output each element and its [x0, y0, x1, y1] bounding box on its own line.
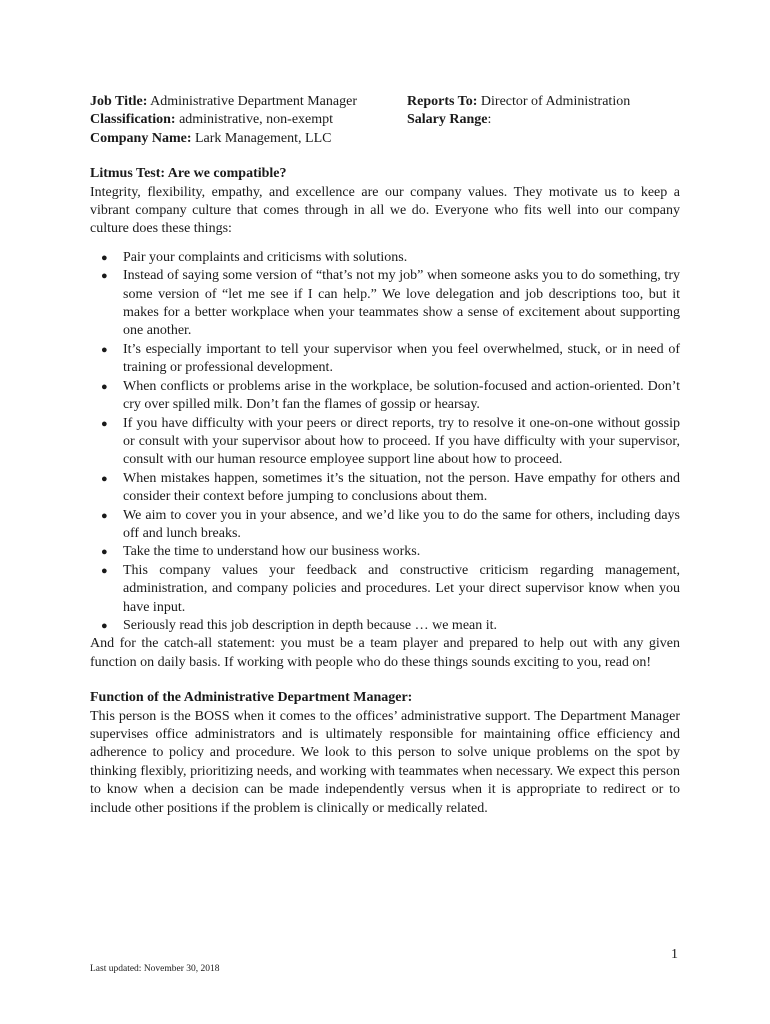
last-updated-footer: Last updated: November 30, 2018: [90, 964, 220, 974]
litmus-bullet-list: [90, 249, 680, 636]
bullet-text: If you have difficulty with your peers or direct reports, try to resolve it one-on-one without gossip or consult with your supervisor about how to proceed. If you have difficulty with your supervisor, consult with our human resource employee support line about how to proceed.: [123, 415, 680, 468]
bullet-dot-icon: ●: [101, 472, 108, 485]
header-row-2: [90, 111, 680, 129]
header-row-1: [90, 93, 680, 111]
header-row-3: [90, 130, 680, 148]
bullet-item: [90, 341, 680, 378]
litmus-section-title: Litmus Test: Are we compatible?: [90, 166, 287, 182]
bullet-text: Instead of saying some version of “that’s not my job” when someone asks you to do something, try some version of “let me see if I can help.” We love delegation and job descriptions too, but it makes for a better workplace when your teammates show a sense of excitement about supporting one another.: [123, 268, 680, 339]
reports-to-label: Reports To:: [407, 94, 478, 109]
bullet-dot-icon: ●: [101, 546, 108, 559]
bullet-text: This company values your feedback and constructive criticism regarding management, administration, and company policies and procedures. Let your direct supervisor know when you have input.: [123, 562, 680, 615]
bullet-item: [90, 415, 680, 470]
bullet-dot-icon: ●: [101, 343, 108, 356]
bullet-dot-icon: ●: [101, 509, 108, 522]
classification-label: Classification:: [90, 112, 176, 128]
bullet-item: [90, 507, 680, 544]
bullet-dot-icon: ●: [101, 619, 108, 632]
bullet-item: [90, 617, 680, 635]
page-number: 1: [671, 947, 678, 962]
job-title-label: Job Title:: [90, 94, 148, 109]
job-title-line: [90, 93, 407, 111]
bullet-text: Pair your complaints and criticisms with solutions.: [123, 249, 408, 265]
bullet-item: [90, 562, 680, 617]
company-name-value: Lark Management, LLC: [191, 130, 332, 146]
bullet-dot-icon: ●: [101, 417, 108, 430]
reports-to-line: [407, 93, 680, 111]
litmus-intro-paragraph: Integrity, flexibility, empathy, and excellence are our company values. They motivate us to keep a vibrant company culture that comes through in all we do. Everyone who fits well into our company culture does these things:: [90, 184, 680, 237]
bullet-text: Seriously read this job description in depth because … we mean it.: [123, 617, 498, 633]
classification-value: administrative, non-exempt: [175, 112, 334, 128]
bullet-item: [90, 378, 680, 415]
bullet-dot-icon: ●: [101, 380, 108, 393]
bullet-dot-icon: ●: [101, 251, 108, 264]
reports-to-value: Director of Administration: [477, 94, 631, 109]
bullet-text: We aim to cover you in your absence, and we’d like you to do the same for others, including days off and lunch breaks.: [123, 507, 680, 541]
function-paragraph: This person is the BOSS when it comes to the offices’ administrative support. The Department Manager supervises office administrators and is ultimately responsible for maintaining office efficiency and adherence to policy and procedure. We look to this person to solve unique problems on the spot by thinking flexibly, prioritizing needs, and working with teammates when necessary. We expect this person to know when a decision can be made independently versus when it is appropriate to redirect or to include other positions if the problem is clinically or medically related.: [90, 708, 680, 816]
bullet-text: When mistakes happen, sometimes it’s the situation, not the person. Have empathy for others and consider their context before jumping to conclusions about them.: [123, 470, 680, 505]
bullet-item: [90, 267, 680, 341]
bullet-dot-icon: ●: [101, 564, 108, 577]
bullet-text: Take the time to understand how our business works.: [123, 544, 421, 560]
document-page: [90, 93, 680, 818]
bullet-item: [90, 470, 680, 507]
bullet-text: It’s especially important to tell your supervisor when you feel overwhelmed, stuck, or in need of training or professional development.: [123, 341, 680, 376]
company-name-label: Company Name:: [90, 130, 192, 146]
salary-range-label: Salary Range: [407, 112, 488, 128]
bullet-item: [90, 543, 680, 561]
job-title-value: Administrative Department Manager: [147, 94, 357, 109]
company-name-line: [90, 130, 407, 148]
bullet-item: [90, 249, 680, 267]
litmus-closing-paragraph: And for the catch-all statement: you must be a team player and prepared to help out with any given function on daily basis. If working with people who do these things sounds exciting to you, read on!: [90, 636, 680, 670]
salary-range-line: [407, 111, 680, 129]
salary-range-value: :: [487, 112, 492, 128]
bullet-text: When conflicts or problems arise in the workplace, be solution-focused and action-oriented. Don’t cry over spilled milk. Don’t fan the flames of gossip or hearsay.: [123, 378, 680, 413]
function-section-title: Function of the Administrative Department Manager:: [90, 690, 413, 706]
bullet-dot-icon: ●: [101, 270, 108, 283]
classification-line: [90, 111, 407, 129]
